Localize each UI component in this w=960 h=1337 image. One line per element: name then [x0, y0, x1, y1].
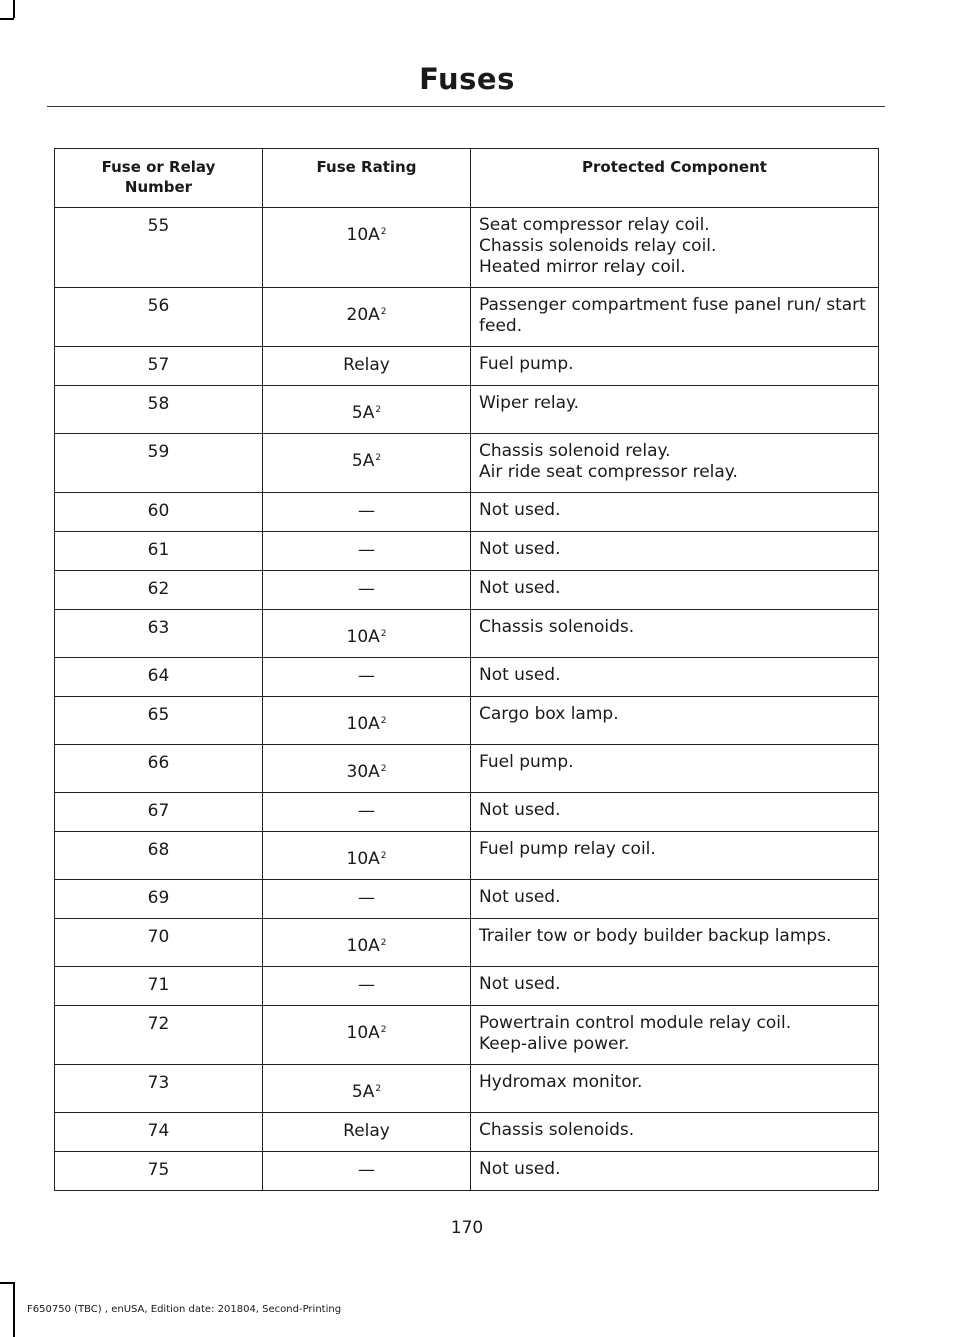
fuse-number: 72 — [147, 1014, 170, 1034]
protected-component-cell — [471, 386, 879, 434]
fuse-rating: 5A — [351, 1082, 375, 1102]
fuse-rating-wrap — [358, 1152, 375, 1181]
fuse-rating-cell — [263, 208, 471, 288]
fuse-number-cell — [55, 571, 263, 610]
fuse-rating-wrap — [347, 832, 387, 870]
protected-component: Air ride seat compressor relay. — [479, 462, 738, 482]
fuse-rating-cell — [263, 288, 471, 347]
fuse-rating: 10A — [346, 225, 380, 245]
fuse-rating-cell — [263, 658, 471, 697]
fuse-number-cell — [55, 967, 263, 1006]
fuse-number-cell — [55, 288, 263, 347]
table-row — [55, 1065, 879, 1113]
footnote-marker: 2 — [380, 629, 387, 639]
fuse-rating: — — [358, 801, 375, 821]
fuse-number: 56 — [147, 296, 170, 316]
fuse-rating-cell — [263, 571, 471, 610]
fuse-number-cell — [55, 793, 263, 832]
fuse-number: 73 — [147, 1073, 170, 1093]
protected-component: Chassis solenoid relay. — [479, 441, 671, 461]
fuse-rating-wrap — [347, 288, 387, 326]
fuse-number-cell — [55, 745, 263, 793]
fuse-number: 63 — [147, 618, 170, 638]
protected-component-cell — [471, 288, 879, 347]
table-row — [55, 532, 879, 571]
protected-component-cell — [471, 967, 879, 1006]
fuse-rating: — — [358, 540, 375, 560]
table-row — [55, 745, 879, 793]
column-header-rating: Fuse Rating — [263, 149, 471, 208]
fuse-rating-wrap — [343, 1113, 390, 1142]
protected-component: Seat compressor relay coil. — [479, 215, 710, 235]
fuse-number-cell — [55, 386, 263, 434]
fuse-rating-wrap — [347, 745, 387, 783]
table-row — [55, 347, 879, 386]
fuse-rating: Relay — [343, 355, 390, 375]
protected-component: Fuel pump relay coil. — [479, 839, 656, 859]
protected-component-cell — [471, 493, 879, 532]
protected-component: Chassis solenoids. — [479, 617, 635, 637]
protected-component-cell — [471, 880, 879, 919]
protected-component: Fuel pump. — [479, 752, 574, 772]
fuse-rating: 10A — [346, 936, 380, 956]
fuse-rating: 10A — [346, 1023, 380, 1043]
protected-component-cell — [471, 532, 879, 571]
table-row — [55, 1006, 879, 1065]
fuse-rating-cell — [263, 1065, 471, 1113]
fuse-rating-cell — [263, 1006, 471, 1065]
table-row — [55, 288, 879, 347]
fuse-number: 60 — [147, 501, 170, 521]
protected-component-cell — [471, 658, 879, 697]
fuse-number: 59 — [147, 442, 170, 462]
fuse-rating-cell — [263, 386, 471, 434]
protected-component-cell — [471, 697, 879, 745]
fuse-rating-cell — [263, 832, 471, 880]
fuse-rating-wrap — [343, 347, 390, 376]
fuse-rating-cell — [263, 697, 471, 745]
footnote-marker: 2 — [380, 307, 387, 317]
protected-component: Not used. — [479, 500, 561, 520]
protected-component: Heated mirror relay coil. — [479, 257, 686, 277]
protected-component-cell — [471, 1152, 879, 1191]
footnote-marker: 2 — [380, 1025, 387, 1035]
fuse-rating: — — [358, 975, 375, 995]
protected-component: Keep-alive power. — [479, 1034, 630, 1054]
fuse-rating: 10A — [346, 627, 380, 647]
table-row — [55, 208, 879, 288]
fuse-number: 62 — [147, 579, 170, 599]
fuse-rating-wrap — [352, 386, 381, 424]
protected-component-cell — [471, 793, 879, 832]
fuse-number-cell — [55, 1113, 263, 1152]
table-row — [55, 610, 879, 658]
table-row — [55, 571, 879, 610]
fuse-rating-wrap — [358, 967, 375, 996]
fuse-number-cell — [55, 832, 263, 880]
protected-component: Not used. — [479, 539, 561, 559]
table-header-row — [55, 149, 879, 208]
protected-component-cell — [471, 745, 879, 793]
fuse-rating-cell — [263, 967, 471, 1006]
fuse-rating: — — [358, 501, 375, 521]
protected-component: Wiper relay. — [479, 393, 580, 413]
fuse-rating-cell — [263, 793, 471, 832]
table-row — [55, 1152, 879, 1191]
fuse-number: 58 — [147, 394, 170, 414]
protected-component-cell — [471, 434, 879, 493]
fuse-rating-cell — [263, 745, 471, 793]
fuse-number: 71 — [147, 975, 170, 995]
fuse-rating-wrap — [347, 919, 387, 957]
fuse-table — [54, 148, 879, 1191]
fuse-number: 65 — [147, 705, 170, 725]
fuse-number-cell — [55, 880, 263, 919]
protected-component-cell — [471, 571, 879, 610]
fuse-rating: 10A — [346, 714, 380, 734]
fuse-rating-cell — [263, 1113, 471, 1152]
fuse-number: 57 — [147, 355, 170, 375]
table-row — [55, 832, 879, 880]
fuse-rating: 30A — [346, 762, 380, 782]
page-title: Fuses — [419, 62, 515, 96]
fuse-rating-wrap — [358, 493, 375, 522]
protected-component: Not used. — [479, 800, 561, 820]
fuse-rating-wrap — [347, 208, 387, 246]
fuse-rating: — — [358, 579, 375, 599]
protected-component: Not used. — [479, 887, 561, 907]
protected-component-cell — [471, 1065, 879, 1113]
fuse-number: 69 — [147, 888, 170, 908]
protected-component-cell — [471, 208, 879, 288]
fuse-rating-cell — [263, 532, 471, 571]
table-row — [55, 658, 879, 697]
fuse-number-cell — [55, 347, 263, 386]
fuse-rating-wrap — [358, 880, 375, 909]
fuse-number: 61 — [147, 540, 170, 560]
crop-mark-bottom-left — [13, 1282, 15, 1337]
protected-component-cell — [471, 610, 879, 658]
fuse-number: 55 — [147, 216, 170, 236]
protected-component: Hydromax monitor. — [479, 1072, 643, 1092]
title-divider — [47, 106, 885, 107]
table-row — [55, 434, 879, 493]
fuse-rating-cell — [263, 1152, 471, 1191]
footnote-marker: 2 — [375, 405, 382, 415]
fuse-number: 67 — [147, 801, 170, 821]
table-body — [55, 208, 879, 1191]
protected-component-cell — [471, 919, 879, 967]
protected-component: Fuel pump. — [479, 354, 574, 374]
fuse-number: 75 — [147, 1160, 170, 1180]
fuse-rating: 5A — [351, 451, 375, 471]
table-row — [55, 1113, 879, 1152]
footnote-marker: 2 — [375, 1084, 382, 1094]
fuse-number-cell — [55, 208, 263, 288]
fuse-rating: — — [358, 1160, 375, 1180]
fuse-rating-cell — [263, 434, 471, 493]
fuse-rating-wrap — [358, 532, 375, 561]
protected-component: Powertrain control module relay coil. — [479, 1013, 792, 1033]
fuse-rating-wrap — [347, 697, 387, 735]
fuse-rating: Relay — [343, 1121, 390, 1141]
protected-component: Cargo box lamp. — [479, 704, 619, 724]
table-row — [55, 880, 879, 919]
fuse-number-cell — [55, 1152, 263, 1191]
fuse-rating: 20A — [346, 305, 380, 325]
fuse-number: 68 — [147, 840, 170, 860]
fuse-number-cell — [55, 1006, 263, 1065]
crop-mark-top-left — [0, 18, 14, 20]
protected-component: Not used. — [479, 665, 561, 685]
fuse-rating-cell — [263, 880, 471, 919]
protected-component: Chassis solenoids. — [479, 1120, 635, 1140]
fuse-rating-wrap — [358, 658, 375, 687]
fuse-number-cell — [55, 658, 263, 697]
protected-component: Trailer tow or body builder backup lamps. — [479, 926, 832, 946]
table-row — [55, 697, 879, 745]
fuse-number-cell — [55, 1065, 263, 1113]
footnote-marker: 2 — [380, 764, 387, 774]
fuse-rating: 10A — [346, 849, 380, 869]
fuse-number: 64 — [147, 666, 170, 686]
protected-component-cell — [471, 347, 879, 386]
fuse-number: 70 — [147, 927, 170, 947]
crop-mark-bottom-left — [0, 1282, 14, 1284]
fuse-rating-wrap — [352, 1065, 381, 1103]
footnote-marker: 2 — [380, 938, 387, 948]
protected-component: Passenger compartment fuse panel run/ start feed. — [479, 295, 866, 336]
fuse-number: 66 — [147, 753, 170, 773]
fuse-rating-wrap — [347, 1006, 387, 1044]
fuse-rating: 5A — [351, 403, 375, 423]
table-row — [55, 793, 879, 832]
table-row — [55, 386, 879, 434]
fuse-rating-cell — [263, 610, 471, 658]
footnote-marker: 2 — [380, 851, 387, 861]
fuse-rating-wrap — [358, 571, 375, 600]
fuse-number-cell — [55, 919, 263, 967]
protected-component-cell — [471, 832, 879, 880]
column-header-component: Protected Component — [471, 149, 879, 208]
fuse-rating-wrap — [358, 793, 375, 822]
fuse-rating-cell — [263, 919, 471, 967]
table-row — [55, 493, 879, 532]
fuse-rating-cell — [263, 493, 471, 532]
page-number: 170 — [450, 1218, 484, 1238]
footnote-marker: 2 — [375, 453, 382, 463]
crop-mark-top-left — [13, 0, 15, 18]
fuse-rating-wrap — [352, 434, 381, 472]
protected-component: Not used. — [479, 974, 561, 994]
table-row — [55, 967, 879, 1006]
fuse-rating-cell — [263, 347, 471, 386]
footer-edition-info: F650750 (TBC) , enUSA, Edition date: 201804, Second-Printing — [27, 1304, 342, 1315]
footnote-marker: 2 — [380, 716, 387, 726]
fuse-number-cell — [55, 493, 263, 532]
column-header-number: Fuse or Relay Number — [55, 149, 263, 208]
fuse-number-cell — [55, 434, 263, 493]
fuse-number-cell — [55, 610, 263, 658]
protected-component: Chassis solenoids relay coil. — [479, 236, 717, 256]
protected-component-cell — [471, 1113, 879, 1152]
fuse-rating: — — [358, 888, 375, 908]
fuse-number: 74 — [147, 1121, 170, 1141]
footnote-marker: 2 — [380, 227, 387, 237]
protected-component: Not used. — [479, 1159, 561, 1179]
protected-component: Not used. — [479, 578, 561, 598]
table-row — [55, 919, 879, 967]
fuse-number-cell — [55, 697, 263, 745]
fuse-rating: — — [358, 666, 375, 686]
fuse-number-cell — [55, 532, 263, 571]
fuse-rating-wrap — [347, 610, 387, 648]
protected-component-cell — [471, 1006, 879, 1065]
